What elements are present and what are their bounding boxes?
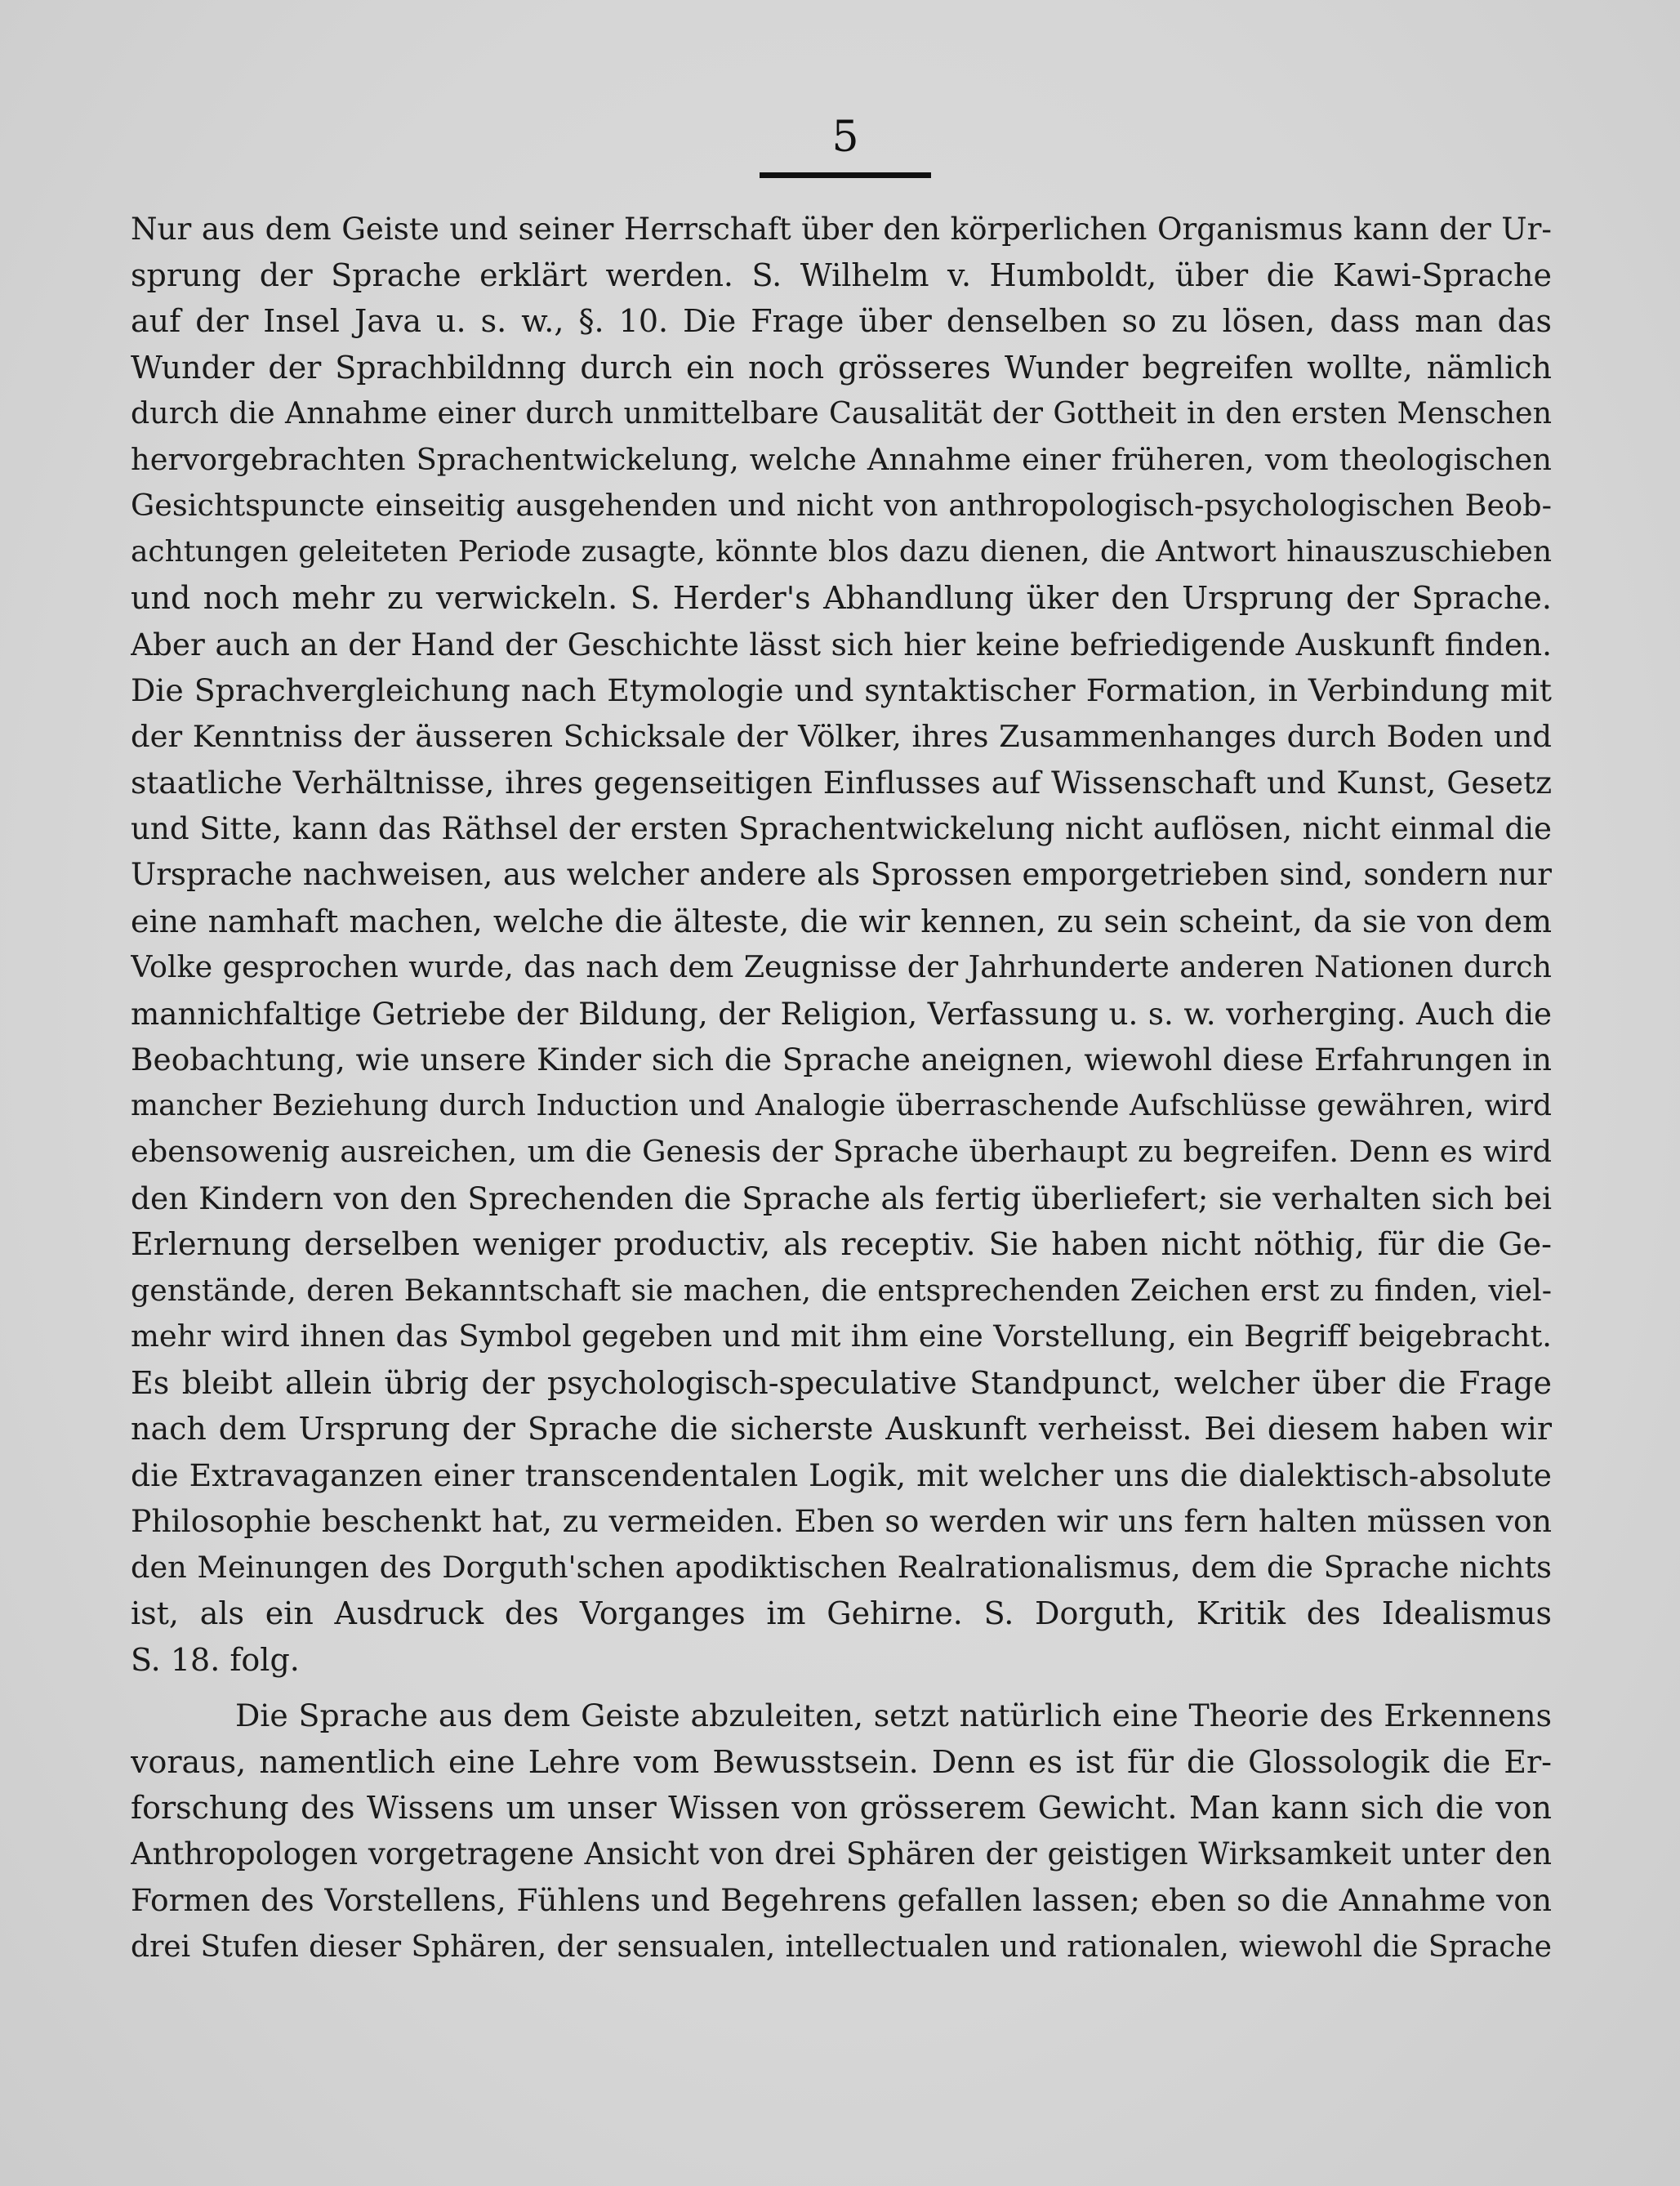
text-line: durch die Annahme einer durch unmittelbare Causalität der Gottheit in den ersten Menschen xyxy=(131,395,1552,431)
text-line: nach dem Ursprung der Sprache die sicherste Auskunft verheisst. Bei diesem haben wir xyxy=(131,1411,1552,1447)
text-line: Beobachtung, wie unsere Kinder sich die Sprache aneignen, wiewohl diese Erfahrungen in xyxy=(131,1042,1552,1077)
text-line: Es bleibt allein übrig der psychologisch-speculative Standpunct, welcher über die Frage xyxy=(131,1364,1552,1401)
text-line: den Kindern von den Sprechenden die Sprache als fertig überliefert; sie verhalten sich bei xyxy=(131,1180,1552,1216)
text-line: drei Stufen dieser Sphären, der sensualen, intellectualen und rationalen, wiewohl die Sprache xyxy=(131,1929,1552,1964)
text-line: Gesichtspuncte einseitig ausgehenden und nicht von anthropologisch-psychologischen Beob- xyxy=(131,488,1552,523)
text-line: und noch mehr zu verwickeln. S. Herder's Abhandlung üker den Ursprung der Sprache. xyxy=(131,580,1552,616)
text-line: auf der Insel Java u. s. w., §. 10. Die Frage über denselben so zu lösen, dass man das xyxy=(131,303,1552,339)
text-line: Anthropologen vorgetragene Ansicht von drei Sphären der geistigen Wirksamkeit unter den xyxy=(131,1836,1552,1871)
body-text xyxy=(131,206,1552,1970)
text-line: Erlernung derselben weniger productiv, als receptiv. Sie haben nicht nöthig, für die Ge- xyxy=(131,1226,1552,1262)
text-line: Die Sprachvergleichung nach Etymologie und syntaktischer Formation, in Verbindung mit xyxy=(131,672,1552,708)
text-line: ebensowenig ausreichen, um die Genesis der Sprache überhaupt zu begreifen. Denn es wird xyxy=(131,1134,1552,1169)
text-line: mancher Beziehung durch Induction und Analogie überraschende Aufschlüsse gewähren, wird xyxy=(131,1088,1552,1122)
text-line: S. 18. folg. xyxy=(131,1641,300,1678)
page-number: 5 xyxy=(831,113,859,162)
text-line: Volke gesprochen wurde, das nach dem Zeugnisse der Jahrhunderte anderen Nationen durch xyxy=(131,949,1552,984)
text-line: mannichfaltige Getriebe der Bildung, der Religion, Verfassung u. s. w. vorherging. Auch die xyxy=(131,995,1552,1032)
text-line: voraus, namentlich eine Lehre vom Bewusstsein. Denn es ist für die Glossologik die Er- xyxy=(131,1743,1552,1780)
text-line: ist, als ein Ausdruck des Vorganges im Gehirne. S. Dorguth, Kritik des Idealismus xyxy=(131,1595,1552,1631)
text-line: den Meinungen des Dorguth'schen apodiktischen Realrationalismus, dem die Sprache nichts xyxy=(131,1549,1552,1585)
text-line: staatliche Verhältnisse, ihres gegenseitigen Einflusses auf Wissenschaft und Kunst, Gesetz xyxy=(131,765,1552,801)
text-line: achtungen geleiteten Periode zusagte, könnte blos dazu dienen, die Antwort hinauszuschieben xyxy=(131,534,1552,569)
text-line: Die Sprache aus dem Geiste abzuleiten, setzt natürlich eine Theorie des Erkennens xyxy=(235,1697,1552,1733)
text-line: und Sitte, kann das Räthsel der ersten Sprachentwickelung nicht auflösen, nicht einmal die xyxy=(131,810,1552,846)
text-line: Nur aus dem Geiste und seiner Herrschaft über den körperlichen Organismus kann der Ur- xyxy=(131,211,1552,247)
text-line: Formen des Vorstellens, Fühlens und Begehrens gefallen lassen; eben so die Annahme von xyxy=(131,1882,1552,1918)
paragraph-gap xyxy=(131,1683,1552,1693)
text-line: forschung des Wissens um unser Wissen von grösserem Gewicht. Man kann sich die von xyxy=(131,1790,1552,1826)
text-line: Ursprache nachweisen, aus welcher andere als Sprossen emporgetrieben sind, sondern nur xyxy=(131,857,1552,892)
text-line: sprung der Sprache erklärt werden. S. Wilhelm v. Humboldt, über die Kawi-Sprache xyxy=(131,257,1552,293)
page-number-rule xyxy=(760,172,931,178)
text-line: hervorgebrachten Sprachentwickelung, welche Annahme einer früheren, vom theologischen xyxy=(131,441,1552,477)
text-line: eine namhaft machen, welche die älteste, die wir kennen, zu sein scheint, da sie von dem xyxy=(131,903,1552,939)
text-line: genstände, deren Bekanntschaft sie machen, die entsprechenden Zeichen erst zu finden, viel- xyxy=(131,1272,1552,1308)
text-line: Wunder der Sprachbildnng durch ein noch grösseres Wunder begreifen wollte, nämlich xyxy=(131,349,1552,386)
text-line: Aber auch an der Hand der Geschichte lässt sich hier keine befriedigende Auskunft finden. xyxy=(131,626,1552,662)
text-line: der Kenntniss der äusseren Schicksale der Völker, ihres Zusammenhanges durch Boden und xyxy=(131,718,1552,754)
text-line: Philosophie beschenkt hat, zu vermeiden. Eben so werden wir uns fern halten müssen von xyxy=(131,1503,1552,1539)
paragraph-2 xyxy=(131,1693,1552,1970)
text-line: mehr wird ihnen das Symbol gegeben und mit ihm eine Vorstellung, ein Begriff beigebracht. xyxy=(131,1318,1552,1354)
text-line: die Extravaganzen einer transcendentalen Logik, mit welcher uns die dialektisch-absolute xyxy=(131,1457,1552,1493)
paragraph-1 xyxy=(131,206,1552,1683)
